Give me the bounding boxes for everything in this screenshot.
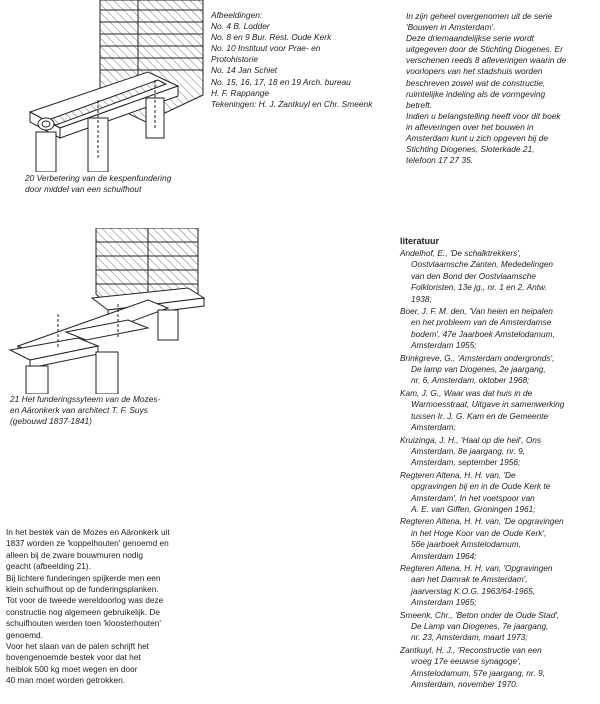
caption-line: en Aäronkerk van architect T. F. Suys	[10, 405, 148, 416]
reference-entry	[400, 388, 564, 434]
body-line: Tot voor de tweede wereldoorlog was deze	[6, 595, 164, 606]
caption-line: door middel van een schuifhout	[25, 184, 142, 195]
credit-line: No. 10 Instituut voor Prae- en	[211, 43, 321, 54]
body-line: alleen bij de zware bouwmuren nodig	[6, 549, 143, 560]
figure-20-caption	[25, 173, 171, 195]
note-line: 'Bouwen in Amsterdam'.	[406, 22, 496, 33]
note-line: in afleveringen over het bouwen in	[406, 121, 534, 132]
reference-line: bodem', 47e Jaarboek Amstelodamum,	[411, 328, 555, 339]
body-line: 1837 worden ze 'koppelhouten' genoemd en	[6, 538, 169, 549]
reference-entry	[400, 645, 564, 691]
image-credits	[211, 10, 372, 110]
reference-line: van den Bond der Oostvlaamsche	[411, 270, 536, 281]
figure-21-caption	[10, 394, 160, 427]
body-line: klein schuifhout op de funderingsplanken.	[6, 584, 159, 595]
body-line: 40 man moet worden getrokken.	[6, 675, 125, 686]
credit-line: Protohistorie	[211, 54, 259, 65]
reference-line: nr. 23, Amsterdam, maart 1973;	[411, 632, 528, 643]
reference-line: tussen Ir. J. G. Kam en de Gemeente	[411, 410, 549, 421]
reference-line: vroeg 17e eeuwse synagoge',	[411, 656, 521, 667]
body-line: schuifhouten werden toen 'kloosterhouten'	[6, 618, 161, 629]
reference-line: Amstelodamum, 57e jaargang, nr. 9,	[411, 667, 545, 678]
note-line: Deze driemaandelijkse serie wordt	[406, 33, 535, 44]
note-line: Amsterdam kunt u zich opgeven bij de	[406, 133, 548, 144]
reference-line: De Lamp van Diogenes, 7e jaargang,	[411, 621, 549, 631]
note-line: telefoon 17 27 35.	[406, 155, 474, 166]
reference-line: en het probleem van de Amsterdamse	[411, 317, 552, 328]
reference-line: Folkloristen, 13e jg., nr. 1 en 2, Antw.	[411, 282, 547, 293]
reference-line: Amsterdam, september 1956;	[411, 457, 521, 468]
note-line: Indien u belangstelling heeft voor dit boek	[406, 110, 561, 121]
reference-entry	[400, 435, 564, 469]
credit-line: No. 15, 16, 17, 18 en 19 Arch. bureau	[211, 76, 351, 87]
reference-line: Amsterdam 1955;	[411, 340, 477, 351]
reference-line: De lamp van Diogenes, 2e jaargang,	[411, 364, 546, 375]
note-line: ruimtelijke indeling als de vormgeving	[406, 88, 546, 99]
reference-entry	[400, 353, 564, 387]
reference-line: Amsterdam;	[411, 422, 456, 433]
note-line: voorlopers van het stadshuis worden	[406, 66, 543, 77]
reference-entry	[400, 516, 564, 562]
reference-line: Amsterdam, 8e jaargang, nr. 9,	[411, 445, 526, 456]
note-line: In zijn geheel overgenomen uit de serie	[406, 11, 553, 21]
note-line: uitgegeven door de Stichting Diogenes. Er	[406, 44, 563, 55]
reference-line: A. E. van Giffen, Groningen 1961;	[411, 503, 536, 514]
reference-line: Brinkgreve, G., 'Amsterdam ondergronds',	[400, 352, 555, 363]
reference-entry	[400, 610, 564, 644]
reference-line: Amsterdam 1965;	[411, 597, 477, 608]
literature-title: literatuur	[400, 236, 440, 246]
reference-line: Regteren Altena, H. H. van, 'De	[400, 469, 516, 480]
note-line: beschreven zowel wat de constructie,	[406, 77, 546, 88]
reference-line: aan het Damrak te Amsterdam',	[411, 574, 528, 585]
body-line: In het bestek van de Mozes en Aäronkerk uit	[6, 527, 170, 537]
figure-21-drawing	[8, 228, 208, 394]
reference-line: Regteren Altena, H. H. van, 'De opgravingen	[400, 516, 564, 527]
body-line: Bij lichtere funderingen spijkerde men een	[6, 572, 161, 583]
reference-entry	[400, 470, 564, 516]
caption-line: 21 Het funderingssyteem van de Mozes-	[10, 394, 161, 404]
reference-line: opgravingen bij en in de Oude Kerk te	[411, 481, 551, 492]
reference-line: Regteren Altena, H. H. van, 'Opgravingen	[400, 562, 553, 573]
reference-line: Boer, J. F. M. den, 'Van heien en heipalen	[400, 306, 553, 317]
reference-list	[400, 248, 564, 690]
body-line: heiblok 500 kg moet wegen en door	[6, 663, 138, 674]
reference-line: 56e jaarboek Amstelodamum,	[411, 539, 521, 550]
reference-line: jaarverslag K.O.G. 1963/64-1965,	[411, 585, 536, 596]
reference-entry	[400, 248, 564, 305]
credit-line: No. 8 en 9 Bur. Rest. Oude Kerk	[211, 32, 332, 43]
body-line: geacht (afbeelding 21).	[6, 561, 91, 572]
reference-line: 1938;	[411, 293, 432, 304]
body-text	[6, 527, 170, 687]
credit-line: No. 14 Jan Schiet	[211, 65, 278, 76]
credit-line: No. 4 B. Lodder	[211, 21, 270, 32]
reference-line: in het Hoge Koor van de Oude Kerk',	[411, 527, 547, 538]
literature-section	[400, 236, 564, 691]
reference-entry	[400, 306, 564, 352]
reference-line: Kam, J. G., Waar was dat huis in de	[400, 387, 533, 398]
body-line: bovengenoemde bestek voor dat het	[6, 652, 141, 663]
caption-line: (gebouwd 1837-1841)	[10, 416, 92, 427]
reference-line: Amsterdam, november 1970.	[411, 679, 518, 690]
note-line: betreft.	[406, 99, 433, 110]
credit-line: H. F. Rappange	[211, 87, 270, 98]
note-line: Stichting Diogenes, Sloterkade 21,	[406, 144, 535, 155]
reference-line: Amsterdam', In het voetspoor van	[411, 492, 535, 503]
body-line: Voor het slaan van de palen schrijft het	[6, 641, 149, 652]
credit-line: Tekeningen: H. J. Zantkuyl en Chr. Smeenk	[211, 98, 373, 109]
credits-heading: Afbeeldingen:	[211, 10, 263, 20]
reference-line: Smeenk, Chr., 'Beton onder de Oude Stad',	[400, 609, 560, 620]
reference-line: Oostvlaamsche Zanten, Mededelingen	[411, 259, 554, 270]
reference-line: Zantkuyl, H. J., 'Reconstructie van een	[400, 644, 542, 655]
note-line: verschenen reeds 8 afleveringen waarin de	[406, 55, 567, 66]
figure-20-drawing	[28, 0, 206, 172]
reference-line: Amsterdam 1964;	[411, 550, 477, 561]
reference-line: Kruizinga, J. H., 'Haal op die heil', Ons	[400, 434, 542, 445]
reference-entry	[400, 563, 564, 609]
series-note	[406, 11, 566, 166]
body-line: genoemd.	[6, 629, 43, 640]
body-line: constructie nog algemeen gebruikelijk. De	[6, 606, 161, 617]
reference-line: Andelhof, E., 'De schalktrekkers',	[400, 248, 522, 258]
reference-line: Warmoesstraat, Uitgave in samenwerking	[411, 399, 565, 410]
caption-line: 20 Verbetering van de kespenfundering	[25, 173, 172, 183]
reference-line: nr. 6, Amsterdam, oktober 1968;	[411, 375, 530, 386]
